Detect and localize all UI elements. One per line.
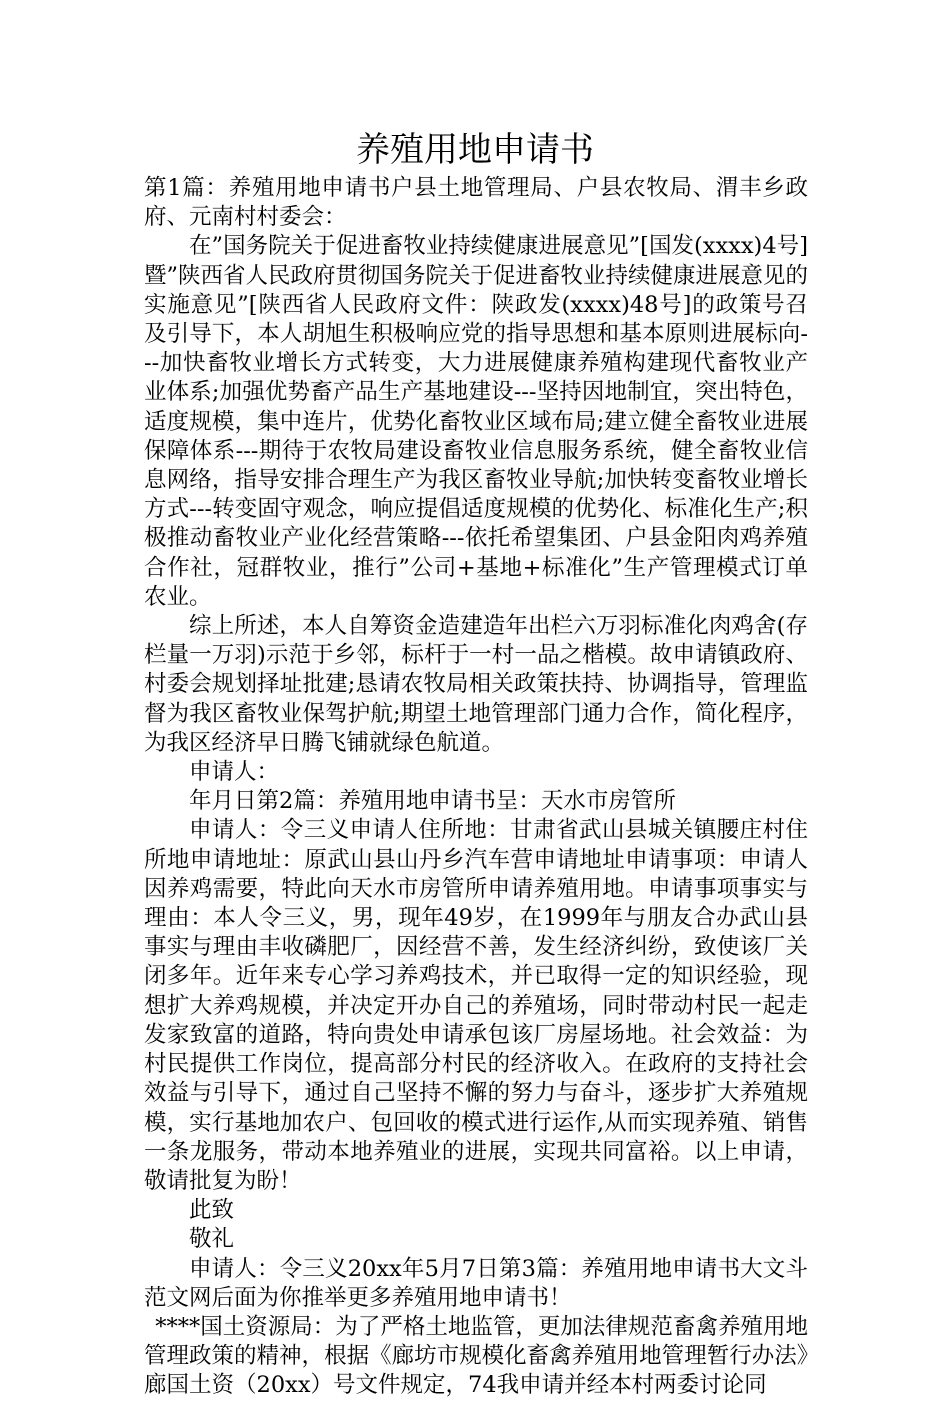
paragraph-summary: 综上所述，本人自筹资金造建造年出栏六万羽标准化肉鸡舍(存栏量一万羽)示范于乡邻，标杆于一村一品之楷模。故申请镇政府、村委会规划择址批建;恳请农牧局相关政策扶持、协调指导，管理监督为我区畜牧业保驾护航;期望土地管理部门通力合作，简化程序，为我区经济早日腾飞铺就绿色航道。 xyxy=(144,613,808,756)
document-title: 养殖用地申请书 xyxy=(356,130,594,170)
paragraph-policy: 在”国务院关于促进畜牧业持续健康进展意见”[国发(xxxx)4号]暨”陕西省人民政府贯彻国务院关于促进畜牧业持续健康进展意见的实施意见”[陕西省人民政府文件：陕政发(xxxx)48号]的政策号召及引导下，本人胡旭生积极响应党的指导思想和基本原则进展标向---加快畜牧业增长方式转变，大力进展健康养殖构建现代畜牧业产业体系;加强优势畜产品生产基地建设---坚持因地制宜，突出特色，适度规模，集中连片，优势化畜牧业区域布局;建立健全畜牧业进展保障体系---期待于农牧局建设畜牧业信息服务系统，健全畜牧业信息网络，指导安排合理生产为我区畜牧业导航;加快转变畜牧业增长方式---转变固守观念，响应提倡适度规模的优势化、标准化生产;积极推动畜牧业产业化经营策略---依托希望集团、户县金阳肉鸡养殖合作社，冠群牧业，推行”公司+基地+标准化”生产管理模式订单农业。 xyxy=(144,233,809,610)
paragraph-applicant-1: 申请人： xyxy=(189,759,280,786)
paragraph-closing-2: 敬礼 xyxy=(189,1226,235,1253)
paragraph-date-article-2: 年月日第2篇：养殖用地申请书呈：天水市房管所 xyxy=(189,788,676,815)
paragraph-applicant-details: 申请人：令三义申请人住所地：甘肃省武山县城关镇腰庄村住所地申请地址：原武山县山丹乡汽车营申请地址申请事项：申请人因养鸡需要，特此向天水市房管所申请养殖用地。申请事项事实与理由：本人令三义，男，现年49岁，在1999年与朋友合办武山县事实与理由丰收磷肥厂，因经营不善，发生经济纠纷，致使该厂关闭多年。近年来专心学习养鸡技术，并已取得一定的知识经验，现想扩大养鸡规模，并决定开办自己的养殖场，同时带动村民一起走发家致富的道路，特向贵处申请承包该厂房屋场地。社会效益：为村民提供工作岗位，提高部分村民的经济收入。在政府的支持社会效益与引导下，通过自己坚持不懈的努力与奋斗，逐步扩大养殖规模，实行基地加农户、包回收的模式进行运作,从而实现养殖、销售一条龙服务，带动本地养殖业的进展，实现共同富裕。以上申请，敬请批复为盼！ xyxy=(144,817,808,1194)
paragraph-closing-1: 此致 xyxy=(189,1197,235,1224)
paragraph-salutation-1: 第1篇：养殖用地申请书户县土地管理局、户县农牧局、渭丰乡政府、元南村村委会： xyxy=(144,175,808,231)
document-body xyxy=(144,174,808,1401)
paragraph-applicant-article-3: 申请人：令三义20xx年5月7日第3篇：养殖用地申请书大文斗范文网后面为你推举更多养殖用地申请书！ xyxy=(144,1255,808,1311)
paragraph-land-bureau: ****国土资源局：为了严格土地监管，更加法律规范畜禽养殖用地管理政策的精神，根据《廊坊市规模化畜禽养殖用地管理暂行办法》廊国土资（20xx）号文件规定，74我申请并经本村两委讨论同 xyxy=(144,1313,808,1399)
